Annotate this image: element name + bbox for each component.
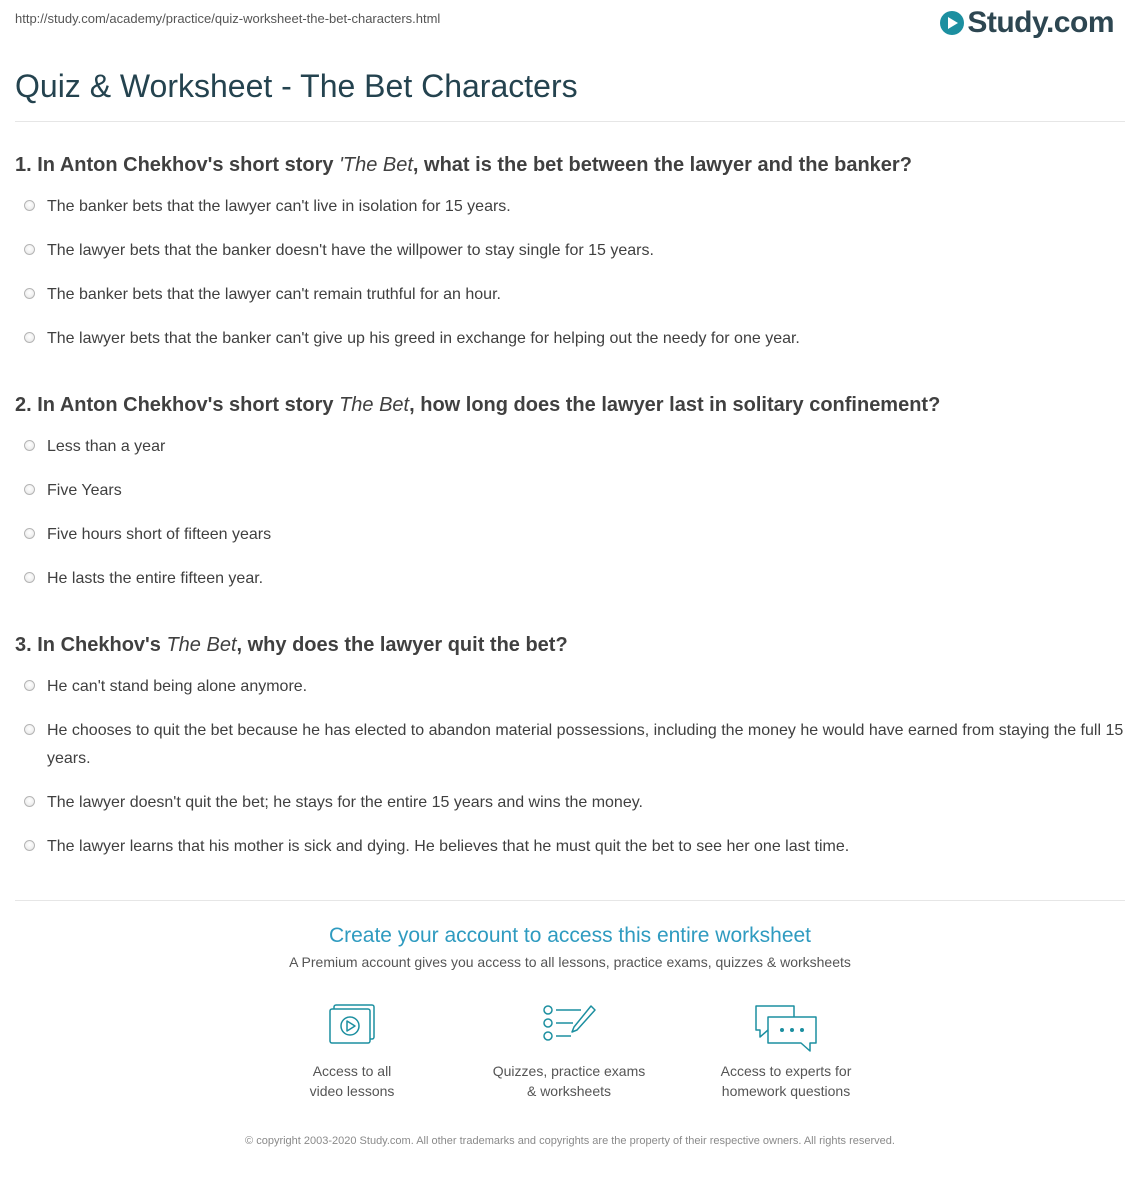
question-work-title: The Bet	[166, 634, 237, 656]
radio-button-icon[interactable]	[24, 572, 35, 583]
answer-option[interactable]	[15, 673, 1125, 701]
answer-text: The banker bets that the lawyer can't live in isolation for 15 years.	[47, 198, 511, 215]
feature-label-line: Access to experts for	[720, 1063, 852, 1079]
radio-button-icon[interactable]	[24, 680, 35, 691]
question-2	[15, 394, 1125, 593]
answer-list	[15, 433, 1125, 593]
create-account-link[interactable]: Create your account to access this entire worksheet	[328, 924, 812, 947]
question-suffix: , how long does the lawyer last in solitary confinement?	[409, 394, 941, 416]
question-1	[15, 154, 1125, 353]
top-bar	[0, 0, 1140, 50]
answer-option[interactable]	[15, 281, 1125, 309]
answer-text: The lawyer learns that his mother is sick and dying. He believes that he must quit the bet to see her one last time.	[47, 838, 850, 855]
question-text	[15, 394, 1125, 417]
question-text	[15, 154, 1125, 177]
chat-bubbles-icon	[754, 1003, 818, 1055]
answer-text: The lawyer bets that the banker doesn't have the willpower to stay single for 15 years.	[47, 242, 654, 259]
question-suffix: , what is the bet between the lawyer and the banker?	[412, 154, 912, 176]
question-prefix: 1. In Anton Chekhov's short story	[15, 154, 340, 176]
answer-option[interactable]	[15, 789, 1125, 817]
feature-label-line: Access to all	[312, 1063, 392, 1079]
question-3	[15, 634, 1125, 861]
radio-button-icon[interactable]	[24, 724, 35, 735]
feature-label-line: & worksheets	[526, 1083, 612, 1099]
page-url: http://study.com/academy/practice/quiz-worksheet-the-bet-characters.html	[15, 11, 441, 26]
radio-button-icon[interactable]	[24, 440, 35, 451]
feature-label-line: Quizzes, practice exams	[492, 1063, 646, 1079]
page-title: Quiz & Worksheet - The Bet Characters	[15, 68, 578, 104]
radio-button-icon[interactable]	[24, 200, 35, 211]
question-work-title: 'The Bet	[339, 154, 413, 176]
answer-text: He can't stand being alone anymore.	[47, 678, 308, 695]
promo-subtitle: A Premium account gives you access to all lessons, practice exams, quizzes & worksheets	[289, 954, 851, 970]
feature-label	[691, 1061, 881, 1101]
radio-button-icon[interactable]	[24, 484, 35, 495]
answer-text: He lasts the entire fifteen year.	[47, 570, 264, 587]
answer-text: He chooses to quit the bet because he has elected to abandon material possessions, including the money he would have earned from staying the full 15 years.	[47, 722, 1124, 767]
play-logo-icon	[940, 11, 964, 35]
feature-label-line: video lessons	[309, 1083, 395, 1099]
radio-button-icon[interactable]	[24, 796, 35, 807]
answer-option[interactable]	[15, 237, 1125, 265]
feature-label	[474, 1061, 664, 1101]
answer-text: Five Years	[47, 482, 122, 499]
answer-option[interactable]	[15, 717, 1125, 773]
question-work-title: The Bet	[339, 394, 410, 416]
feature-experts	[691, 1003, 881, 1101]
answer-option[interactable]	[15, 565, 1125, 593]
quiz-checklist-icon	[541, 1003, 597, 1049]
answer-text: Less than a year	[47, 438, 166, 455]
logo-text: Study.com	[967, 6, 1114, 39]
answer-list	[15, 193, 1125, 353]
answer-option[interactable]	[15, 833, 1125, 861]
answer-text: The banker bets that the lawyer can't remain truthful for an hour.	[47, 286, 501, 303]
copyright-notice: © copyright 2003-2020 Study.com. All other trademarks and copyrights are the property of their respective owners. All rights reserved.	[245, 1135, 895, 1147]
feature-quizzes	[474, 1003, 664, 1101]
answer-text: Five hours short of fifteen years	[47, 526, 272, 543]
answer-option[interactable]	[15, 433, 1125, 461]
radio-button-icon[interactable]	[24, 332, 35, 343]
promo-divider	[15, 900, 1125, 901]
feature-label	[257, 1061, 447, 1101]
feature-video-lessons	[257, 1003, 447, 1101]
question-prefix: 3. In Chekhov's	[15, 634, 167, 656]
feature-label-line: homework questions	[721, 1083, 851, 1099]
question-prefix: 2. In Anton Chekhov's short story	[15, 394, 340, 416]
answer-option[interactable]	[15, 325, 1125, 353]
radio-button-icon[interactable]	[24, 528, 35, 539]
question-text	[15, 634, 1125, 657]
radio-button-icon[interactable]	[24, 288, 35, 299]
answer-list	[15, 673, 1125, 861]
answer-text: The lawyer bets that the banker can't give up his greed in exchange for helping out the needy for one year.	[47, 330, 800, 347]
answer-text: The lawyer doesn't quit the bet; he stays for the entire 15 years and wins the money.	[47, 794, 643, 811]
answer-option[interactable]	[15, 477, 1125, 505]
radio-button-icon[interactable]	[24, 840, 35, 851]
radio-button-icon[interactable]	[24, 244, 35, 255]
title-divider	[15, 121, 1125, 122]
question-suffix: , why does the lawyer quit the bet?	[236, 634, 568, 656]
study-com-logo[interactable]	[940, 6, 1114, 40]
answer-option[interactable]	[15, 521, 1125, 549]
video-lessons-icon	[326, 1003, 378, 1049]
answer-option[interactable]	[15, 193, 1125, 221]
